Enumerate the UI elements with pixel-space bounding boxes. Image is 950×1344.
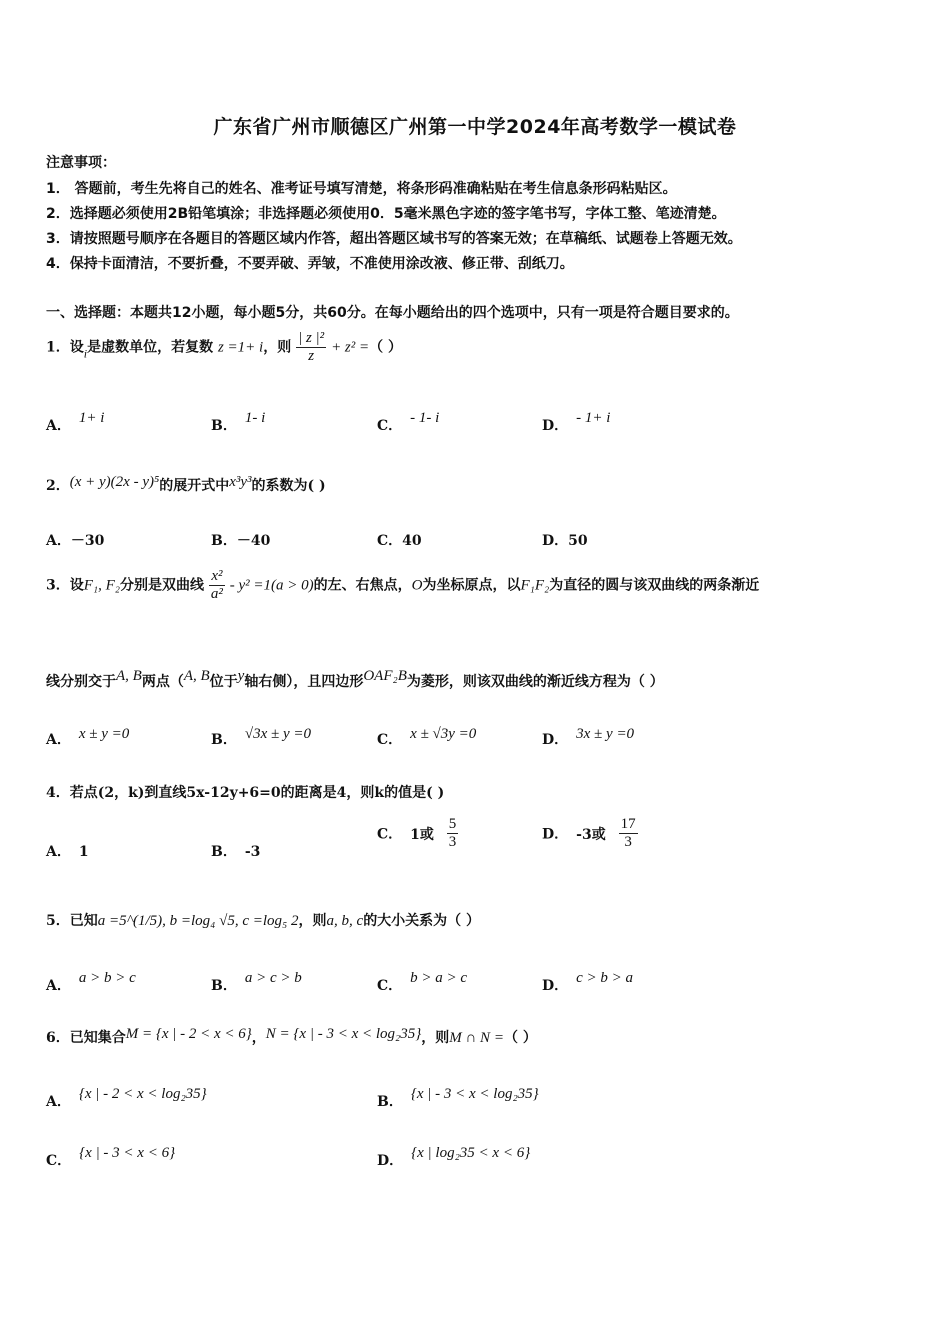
q2-option-d[interactable]: D．50 xyxy=(542,533,588,549)
q3-option-c[interactable]: C． x ± √3y =0 xyxy=(377,726,477,748)
q4-option-b[interactable]: B． -3 xyxy=(211,844,261,860)
notice-item: 4．保持卡面清洁，不要折叠，不要弄破、弄皱，不准使用涂改液、修正带、刮纸刀。 xyxy=(46,256,574,272)
question-2: 2．(x + y)(2x - y)⁵的展开式中x³y³的系数为( ) xyxy=(46,474,326,494)
q2-option-b[interactable]: B．－40 xyxy=(211,533,271,549)
q4-option-a[interactable]: A． 1 xyxy=(46,844,89,860)
q5-option-b[interactable]: B． a > c > b xyxy=(211,970,302,994)
notice-item: 1． 答题前，考生先将自己的姓名、准考证号填写清楚，将条形码准确粘贴在考生信息条形码粘贴区。 xyxy=(46,181,677,197)
question-1: 1．设i是虚数单位，若复数 z =1+ i，则 $\frac{\text{| z |²}}{z}$ + z² =（ ） xyxy=(46,330,403,364)
q5-option-a[interactable]: A． a > b > c xyxy=(46,970,136,994)
q3-option-d[interactable]: D． 3x ± y =0 xyxy=(542,726,635,748)
q1-option-c[interactable]: C． - 1- i xyxy=(377,410,440,434)
q5-option-d[interactable]: D． c > b > a xyxy=(542,970,634,994)
q1-option-d[interactable]: D． - 1+ i xyxy=(542,410,611,434)
q4-option-d[interactable]: D． -3或 $\frac{17}{3}$ xyxy=(542,816,636,850)
q4-option-c[interactable]: C． 1或 $\frac{5}{3}$ xyxy=(377,816,457,850)
question-5: 5．已知a =5^(1/5), b =log₄ √5, c =log₅ 2，则a, b, c的大小关系为（ ） xyxy=(46,913,481,929)
q2-option-c[interactable]: C．40 xyxy=(377,533,422,549)
notice-heading: 注意事项： xyxy=(46,155,116,171)
q6-option-b[interactable]: B． {x | - 3 < x < log₂35} xyxy=(377,1086,539,1110)
q1-option-a[interactable]: A． 1+ i xyxy=(46,410,105,434)
question-6: 6．已知集合M = {x | - 2 < x < 6}，N = {x | - 3 < x < log₂35}，则M ∩ N =（ ） xyxy=(46,1026,537,1046)
q3-option-b[interactable]: B． √3x ± y =0 xyxy=(211,726,311,748)
section-heading: 一、选择题：本题共12小题，每小题5分，共60分。在每小题给出的四个选项中，只有一项是符合题目要求的。 xyxy=(46,305,739,321)
notice-item: 2．选择题必须使用2B铅笔填涂；非选择题必须使用0．5毫米黑色字迹的签字笔书写，字体工整、笔迹清楚。 xyxy=(46,206,726,222)
q1-option-b[interactable]: B． 1- i xyxy=(211,410,266,434)
q2-option-a[interactable]: A．－30 xyxy=(46,533,105,549)
q6-option-d[interactable]: D． {x | log₂35 < x < 6} xyxy=(377,1145,531,1169)
q6-option-c[interactable]: C． {x | - 3 < x < 6} xyxy=(46,1145,176,1169)
question-4: 4．若点(2，k)到直线5x-12y+6=0的距离是4，则k的值是( ) xyxy=(46,785,445,801)
q5-option-c[interactable]: C． b > a > c xyxy=(377,970,468,994)
question-3-line-1: 3．设F₁, F₂分别是双曲线 $\frac{\text{x²}}{\text{a²}}$ - y² =1(a > 0)的左、右焦点，O为坐标原点，以F₁F₂为直径的圆与该双曲线的两条渐近 xyxy=(46,568,760,602)
question-3-line-2: 线分别交于A, B两点（A, B位于y轴右侧），且四边形OAF₂B为菱形，则该双曲线的渐近线方程为（ ） xyxy=(46,668,664,690)
page-title: 广东省广州市顺德区广州第一中学2024年高考数学一模试卷 xyxy=(213,116,737,138)
notice-item: 3．请按照题号顺序在各题目的答题区域内作答，超出答题区域书写的答案无效；在草稿纸、试题卷上答题无效。 xyxy=(46,231,742,247)
q6-option-a[interactable]: A． {x | - 2 < x < log₂35} xyxy=(46,1086,207,1110)
q3-option-a[interactable]: A． x ± y =0 xyxy=(46,726,130,748)
